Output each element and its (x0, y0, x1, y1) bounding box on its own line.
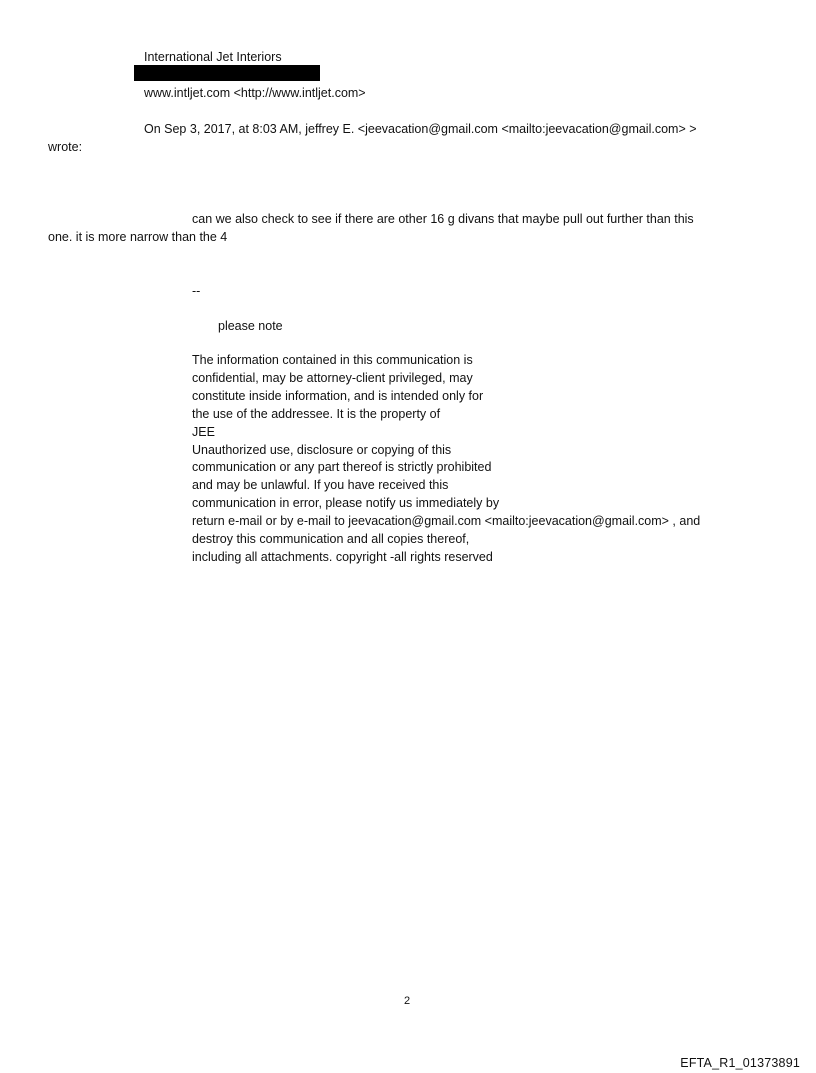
redaction-bar (134, 65, 320, 81)
disclaimer-line: return e-mail or by e-mail to jeevacation@gmail.com <mailto:jeevacation@gmail.com> , and (192, 514, 701, 529)
disclaimer-line: Unauthorized use, disclosure or copying of this (192, 442, 452, 457)
disclaimer-line: and may be unlawful. If you have received this (192, 478, 449, 493)
disclaimer-line: including all attachments. copyright -all rights reserved (192, 549, 493, 564)
message-line2: one. it is more narrow than the 4 (48, 230, 228, 244)
disclaimer-line: confidential, may be attorney-client privileged, may (192, 370, 473, 385)
disclaimer-line: The information contained in this communication is (192, 353, 473, 367)
document-id: EFTA_R1_01373891 (680, 1056, 800, 1070)
message-line1: can we also check to see if there are other 16 g divans that maybe pull out further than this (192, 212, 694, 226)
quote-header-line1: On Sep 3, 2017, at 8:03 AM, jeffrey E. <jeevacation@gmail.com <mailto:jeevacation@gmail.com> > (144, 122, 697, 136)
disclaimer-block (192, 352, 700, 567)
company-name: International Jet Interiors (144, 50, 282, 64)
quote-header-line2: wrote: (48, 140, 83, 154)
page-number: 2 (404, 995, 411, 1007)
company-website: www.intljet.com <http://www.intljet.com> (144, 86, 366, 100)
disclaimer-line: the use of the addressee. It is the property of (192, 406, 441, 421)
disclaimer-line: constitute inside information, and is intended only for (192, 388, 484, 403)
disclaimer-line: JEE (192, 424, 215, 439)
note-heading: please note (218, 319, 283, 333)
disclaimer-line: communication or any part thereof is strictly prohibited (192, 460, 492, 475)
signature-separator: -- (192, 284, 201, 298)
disclaimer-line: destroy this communication and all copies thereof, (192, 532, 470, 547)
disclaimer-line: communication in error, please notify us immediately by (192, 496, 500, 511)
